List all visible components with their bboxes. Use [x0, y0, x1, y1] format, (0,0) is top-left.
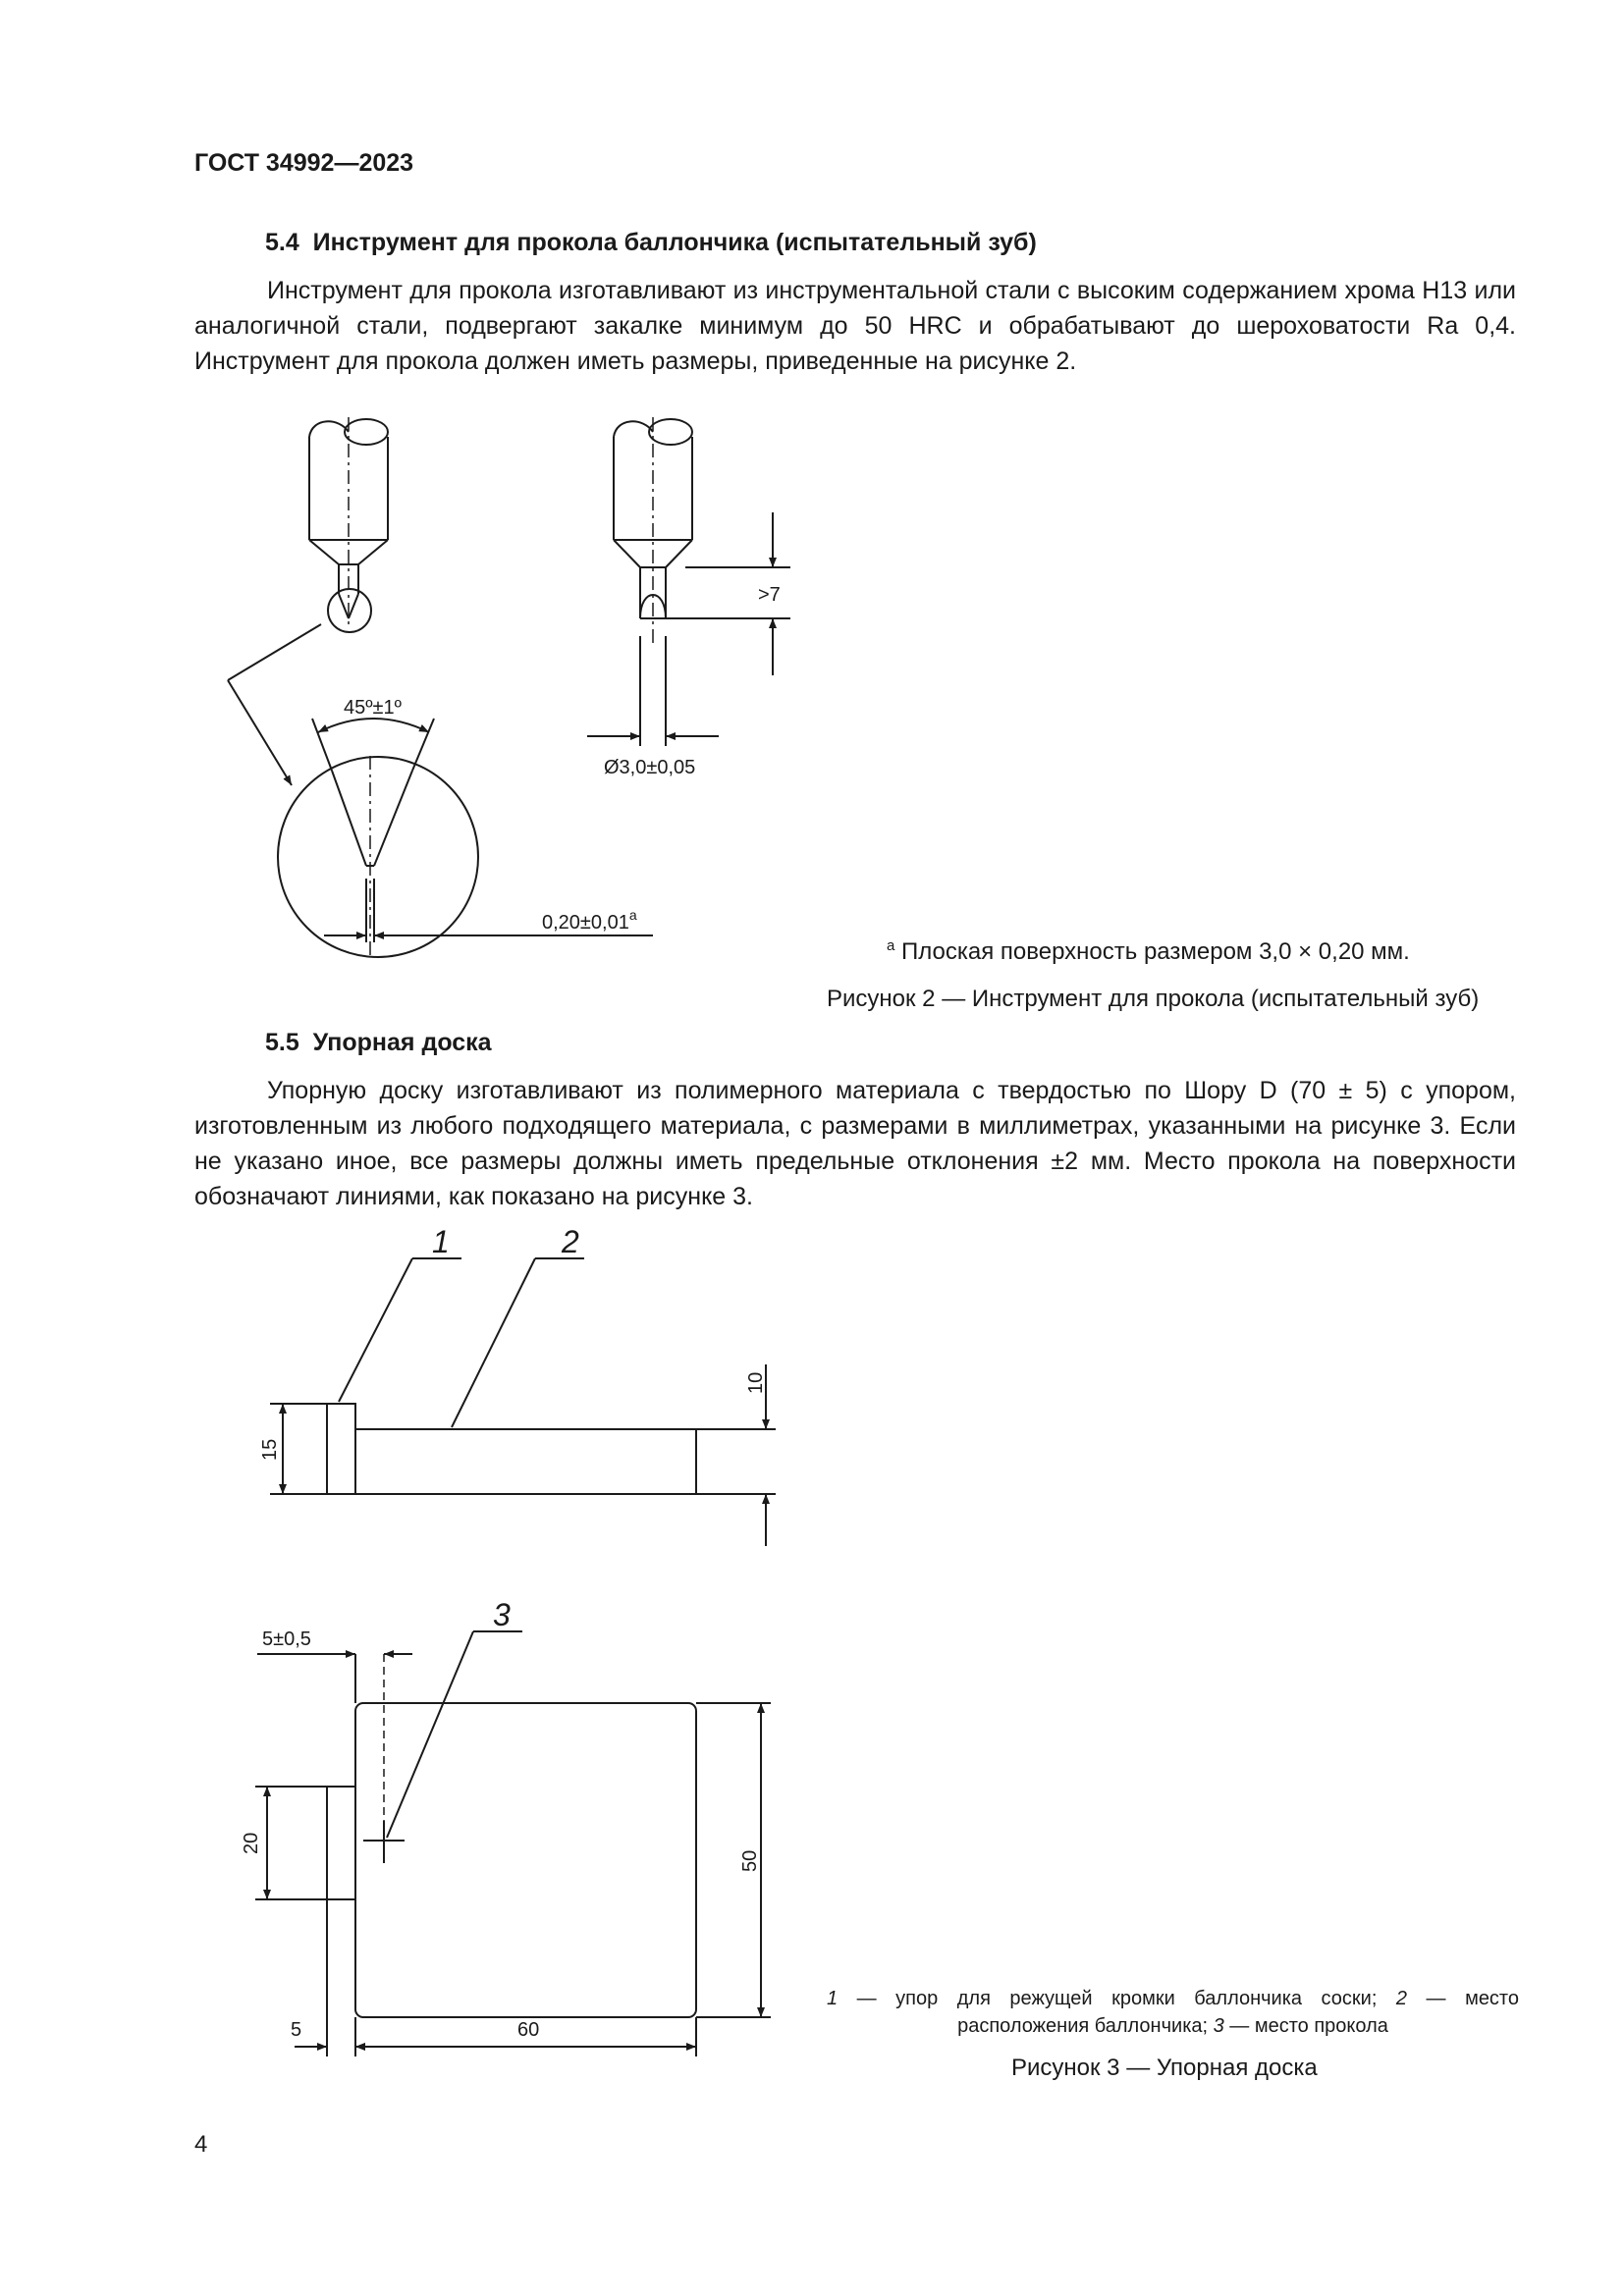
section-title: Упорная доска	[312, 1029, 492, 1056]
legend-2-number: 2	[1395, 1988, 1408, 2009]
dimension-10: 10	[745, 1371, 767, 1394]
dimension-5: 5	[291, 2019, 302, 2041]
paragraph-text: Упорную доску изготавливают из полимерного материала с твердостью по Шору D (70 ± 5) с упором, изготовленным из любого подходящего материала, с размерами в миллиметрах, указанными на рисунке 3. Если не указано иное, все размеры должны иметь предельные отклонения ±2 мм. Место прокола на поверхности обозначают линиями, как показано на рисунке 3.	[194, 1077, 1516, 1210]
flat-dimension-superscript: a	[628, 907, 637, 923]
page-number: 4	[194, 2131, 208, 2158]
footnote-mark: a	[887, 937, 895, 954]
figure-2-caption: Рисунок 2 — Инструмент для прокола (испытательный зуб)	[827, 986, 1480, 1012]
legend-2-text: — место расположения баллончика;	[957, 1988, 1519, 2037]
figure-2-drawing	[0, 0, 1624, 1031]
section-5-5-paragraph	[194, 1073, 1516, 1214]
figure-2-footnote	[887, 937, 1410, 966]
tool-side-view-right	[587, 417, 790, 746]
legend-1-text: — упор для режущей кромки баллончика соски;	[838, 1988, 1396, 2009]
length-dimension-label: >7	[758, 584, 781, 606]
callout-3: 3	[493, 1597, 511, 1632]
section-5-5-heading	[265, 1029, 492, 1057]
tool-side-view-left	[309, 417, 388, 632]
flat-dimension-label	[542, 907, 637, 934]
dimension-20: 20	[241, 1832, 262, 1854]
diameter-dimension-label: Ø3,0±0,05	[604, 757, 696, 778]
board-side-view	[270, 1258, 776, 1546]
legend-3-text: — место прокола	[1223, 2015, 1388, 2037]
dimension-60: 60	[517, 2019, 540, 2041]
dimension-15: 15	[259, 1438, 281, 1461]
callout-1: 1	[432, 1224, 450, 1259]
section-title: Инструмент для прокола баллончика (испытательный зуб)	[312, 229, 1037, 256]
figure-3-caption: Рисунок 3 — Упорная доска	[1011, 2055, 1318, 2081]
dimension-5-tolerance: 5±0,5	[262, 1629, 311, 1650]
board-top-view	[255, 1631, 771, 2056]
angle-dimension-label: 45º±1º	[344, 697, 402, 719]
footnote-text: Плоская поверхность размером 3,0 × 0,20 мм.	[901, 938, 1410, 965]
section-number: 5.5	[265, 1029, 299, 1056]
callout-2: 2	[562, 1224, 579, 1259]
flat-dimension-value: 0,20±0,01	[542, 912, 629, 934]
paragraph-text: Инструмент для прокола изготавливают из инструментальной стали с высоким содержанием хрома Н13 или аналогичной стали, подвергают закалке минимум до 50 HRC и обрабатывают до шероховатости Ra 0,4. Инструмент для прокола должен иметь размеры, приведенные на рисунке 2.	[194, 277, 1516, 375]
legend-1-number: 1	[827, 1988, 839, 2009]
figure-3-drawing	[0, 1207, 1624, 2091]
section-number: 5.4	[265, 229, 299, 256]
dimension-50: 50	[739, 1849, 761, 1872]
detail-leader-line	[228, 624, 321, 680]
figure-3-legend	[827, 1985, 1519, 2040]
legend-3-number: 3	[1213, 2015, 1224, 2037]
document-header: ГОСТ 34992—2023	[194, 149, 414, 177]
